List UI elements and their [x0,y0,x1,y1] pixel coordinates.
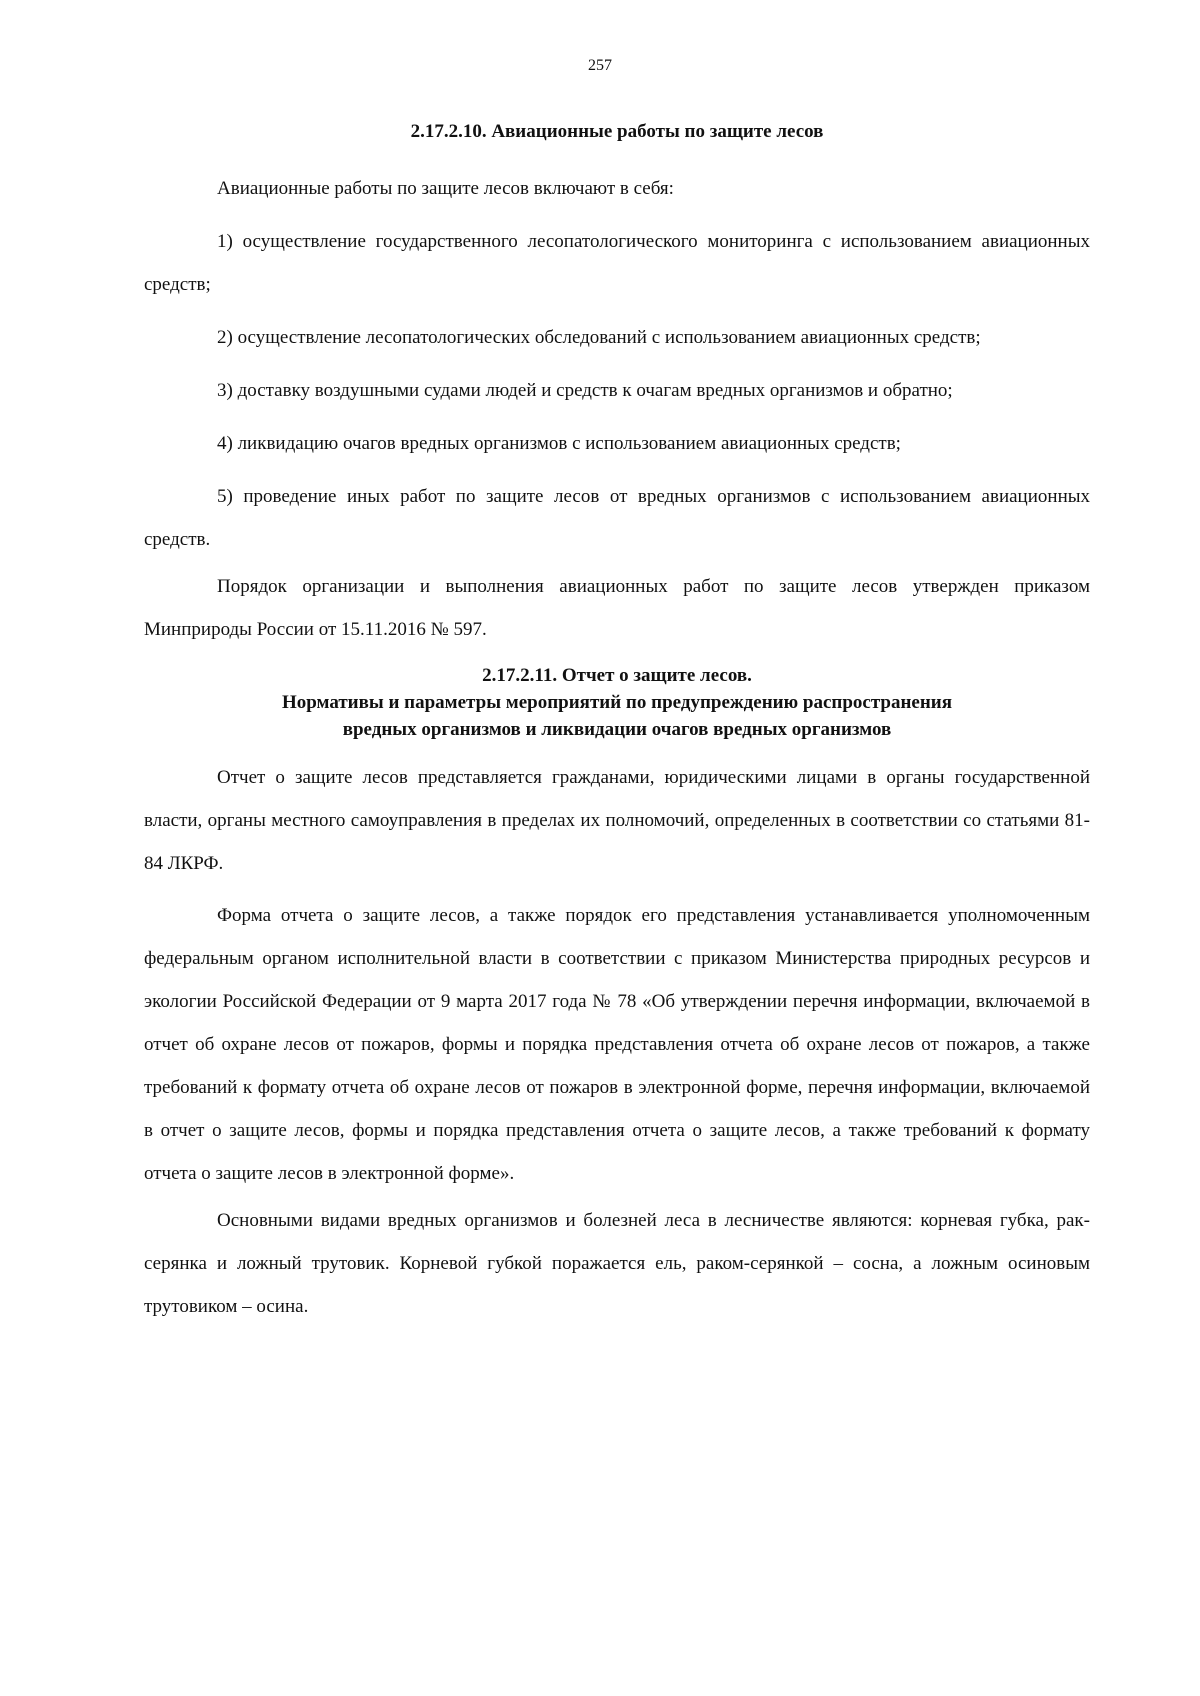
page-content [144,118,1090,1328]
list-item: 2) осуществление лесопатологических обследований с использованием авиационных средств; [217,327,981,348]
paragraph-intro: Авиационные работы по защите лесов включают в себя: [217,178,674,199]
section-heading-report [144,662,1090,743]
list-item: 5) проведение иных работ по защите лесов от вредных организмов с использованием авиационных средств. [144,486,1090,550]
list-item: 1) осуществление государственного лесопатологического мониторинга с использованием авиационных средств; [144,231,1090,295]
paragraph: Форма отчета о защите лесов, а также порядок его представления устанавливается уполномоченным федеральным органом исполнительной власти в соответствии с приказом Министерства природных ресурсов и экологии Российской Федерации от 9 марта 2017 года № 78 «Об утверждении перечня информации, включаемой в отчет об охране лесов от пожаров, формы и порядка представления отчета об охране лесов от пожаров, а также требований к формату отчета об охране лесов от пожаров в электронной форме, перечня информации, включаемой в отчет о защите лесов, формы и порядка представления отчета о защите лесов, а также требований к формату отчета о защите лесов в электронной форме». [144,905,1090,1184]
paragraph: Отчет о защите лесов представляется гражданами, юридическими лицами в органы государственной власти, органы местного самоуправления в пределах их полномочий, определенных в соответствии со статьями 81-84 ЛКРФ. [144,767,1090,874]
paragraph-closing: Порядок организации и выполнения авиационных работ по защите лесов утвержден приказом Минприроды России от 15.11.2016 № 597. [144,576,1090,640]
paragraph: Основными видами вредных организмов и болезней леса в лесничестве являются: корневая губка, рак-серянка и ложный трутовик. Корневой губкой поражается ель, раком-серянкой – сосна, а ложным осиновым трутовиком – осина. [144,1210,1090,1317]
list-item: 3) доставку воздушными судами людей и средств к очагам вредных организмов и обратно; [217,380,953,401]
heading-line: Нормативы и параметры мероприятий по предупреждению распространения [281,692,953,713]
heading-line: 2.17.2.11. Отчет о защите лесов. [482,665,752,686]
section-heading-aviation: 2.17.2.10. Авиационные работы по защите лесов [410,121,824,142]
list-item: 4) ликвидацию очагов вредных организмов с использованием авиационных средств; [217,433,901,454]
page-number: 257 [588,57,612,74]
heading-line: вредных организмов и ликвидации очагов вредных организмов [342,719,892,740]
